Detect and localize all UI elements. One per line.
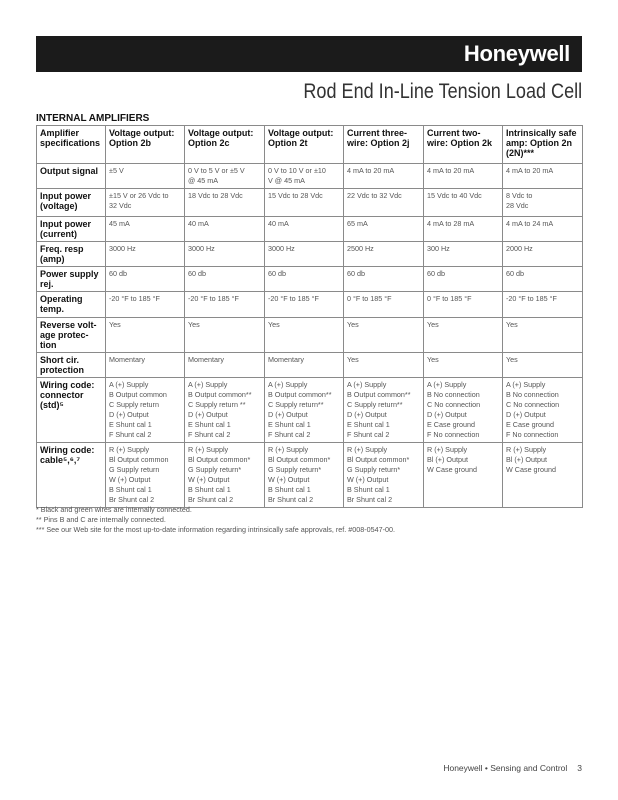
cell-line: 15 Vdc to 40 Vdc <box>427 191 482 200</box>
table-cell <box>265 378 344 443</box>
table-cell <box>424 318 503 353</box>
table-cell <box>424 217 503 242</box>
table-cell <box>185 353 265 378</box>
table-cell <box>424 353 503 378</box>
footnote: * Black and green wires are internally connected. <box>36 505 192 514</box>
table-cell <box>424 292 503 318</box>
table-cell <box>106 242 185 267</box>
cell-line: 4 mA to 24 mA <box>506 219 554 228</box>
cell-line: A (+) Supply <box>268 380 308 389</box>
column-header: Voltage output: Option 2c <box>185 126 265 164</box>
cell-line: 3000 Hz <box>109 244 136 253</box>
cell-line: C Supply return** <box>347 400 403 409</box>
cell-line: F Shunt cal 2 <box>268 430 311 439</box>
table-cell <box>265 189 344 217</box>
cell-line: R (+) Supply <box>347 445 388 454</box>
table-cell <box>185 378 265 443</box>
table-cell <box>344 292 424 318</box>
cell-line: 3000 Hz <box>188 244 215 253</box>
table-cell <box>424 267 503 292</box>
page-number: 3 <box>577 763 582 773</box>
table-cell <box>106 318 185 353</box>
table-row <box>37 292 583 318</box>
cell-line: Yes <box>347 355 359 364</box>
table-cell <box>424 242 503 267</box>
cell-line: 8 Vdc to <box>506 191 533 200</box>
table-header-row <box>37 126 583 164</box>
table-cell <box>344 443 424 508</box>
cell-line: Yes <box>506 355 518 364</box>
cell-line: 15 Vdc to 28 Vdc <box>268 191 323 200</box>
cell-line: G Supply return* <box>188 465 242 474</box>
cell-line: 0 °F to 185 °F <box>347 294 392 303</box>
cell-line: -20 °F to 185 °F <box>109 294 160 303</box>
cell-line: R (+) Supply <box>188 445 229 454</box>
cell-line: A (+) Supply <box>506 380 546 389</box>
cell-line: C No connection <box>427 400 481 409</box>
cell-line: Momentary <box>109 355 145 364</box>
table-cell <box>106 217 185 242</box>
cell-line: Momentary <box>188 355 224 364</box>
table-body <box>37 164 583 508</box>
cell-line: Br Shunt cal 2 <box>188 495 234 504</box>
cell-line: Yes <box>268 320 280 329</box>
cell-line: Bl Output common* <box>347 455 410 464</box>
cell-line: 300 Hz <box>427 244 450 253</box>
table-cell <box>344 378 424 443</box>
cell-line: Yes <box>188 320 200 329</box>
cell-line: 0 V to 5 V or ±5 V <box>188 166 245 175</box>
table-cell <box>185 242 265 267</box>
cell-line: 60 db <box>188 269 206 278</box>
table-cell <box>106 164 185 189</box>
cell-line: Momentary <box>268 355 304 364</box>
table-row <box>37 318 583 353</box>
cell-line: A (+) Supply <box>347 380 387 389</box>
cell-line: C No connection <box>506 400 560 409</box>
table-row <box>37 353 583 378</box>
table-row <box>37 443 583 508</box>
cell-line: 60 db <box>347 269 365 278</box>
cell-line: 32 Vdc <box>109 201 132 210</box>
table-cell <box>503 164 583 189</box>
cell-line: A (+) Supply <box>188 380 228 389</box>
table-cell <box>344 242 424 267</box>
table-cell <box>265 443 344 508</box>
cell-line: R (+) Supply <box>109 445 150 454</box>
cell-line: 0 °F to 185 °F <box>427 294 472 303</box>
cell-line: F Shunt cal 2 <box>109 430 152 439</box>
cell-line: R (+) Supply <box>268 445 309 454</box>
cell-line: A (+) Supply <box>109 380 149 389</box>
page-footer <box>443 763 582 773</box>
column-header: Current three-wire: Option 2j <box>344 126 424 164</box>
cell-line: W (+) Output <box>109 475 151 484</box>
table-row <box>37 189 583 217</box>
cell-line: -20 °F to 185 °F <box>188 294 239 303</box>
table-cell <box>106 292 185 318</box>
table-cell <box>265 267 344 292</box>
cell-line: 60 db <box>427 269 445 278</box>
cell-line: Yes <box>427 320 439 329</box>
table-cell <box>185 164 265 189</box>
row-label: Wiring code: cable⁵,⁶,⁷ <box>37 443 106 508</box>
table-cell <box>106 353 185 378</box>
cell-line: Br Shunt cal 2 <box>109 495 155 504</box>
cell-line: W (+) Output <box>347 475 389 484</box>
cell-line: ±5 V <box>109 166 124 175</box>
cell-line: F No connection <box>427 430 480 439</box>
cell-line: D (+) Output <box>347 410 387 419</box>
header-bar <box>36 36 582 72</box>
table-cell <box>265 318 344 353</box>
table-cell <box>344 217 424 242</box>
cell-line: Bl (+) Output <box>506 455 547 464</box>
cell-line: Yes <box>506 320 518 329</box>
cell-line: 18 Vdc to 28 Vdc <box>188 191 243 200</box>
table-cell <box>106 378 185 443</box>
table-cell <box>503 443 583 508</box>
cell-line: E Shunt cal 1 <box>268 420 311 429</box>
cell-line: C Supply return ** <box>188 400 246 409</box>
row-label: Input power (current) <box>37 217 106 242</box>
cell-line: W Case ground <box>427 465 477 474</box>
row-label: Output signal <box>37 164 106 189</box>
cell-line: 65 mA <box>347 219 368 228</box>
footnote: *** See our Web site for the most up-to-date information regarding intrinsically safe approvals, ref. #008-0547-00. <box>36 525 396 534</box>
cell-line: 40 mA <box>268 219 289 228</box>
cell-line: B Shunt cal 1 <box>268 485 311 494</box>
cell-line: R (+) Supply <box>506 445 547 454</box>
cell-line: Yes <box>109 320 121 329</box>
cell-line: V @ 45 mA <box>268 176 305 185</box>
row-label: Operating temp. <box>37 292 106 318</box>
table-cell <box>503 292 583 318</box>
table-cell <box>503 242 583 267</box>
table-cell <box>106 443 185 508</box>
cell-line: G Supply return* <box>268 465 322 474</box>
table-cell <box>344 318 424 353</box>
cell-line: Bl (+) Output <box>427 455 468 464</box>
table-cell <box>424 164 503 189</box>
table-cell <box>424 189 503 217</box>
table-row <box>37 267 583 292</box>
table-cell <box>265 242 344 267</box>
table-cell <box>185 189 265 217</box>
table-cell <box>106 267 185 292</box>
cell-line: B Output common <box>109 390 167 399</box>
cell-line: ±15 V or 26 Vdc to <box>109 191 169 200</box>
cell-line: Bl Output common* <box>188 455 251 464</box>
cell-line: 40 mA <box>188 219 209 228</box>
table-cell <box>344 353 424 378</box>
cell-line: E Shunt cal 1 <box>109 420 152 429</box>
cell-line: D (+) Output <box>506 410 546 419</box>
cell-line: 60 db <box>268 269 286 278</box>
table-cell <box>503 189 583 217</box>
table-cell <box>185 267 265 292</box>
cell-line: B Output common** <box>188 390 252 399</box>
row-label: Reverse volt-age protec-tion <box>37 318 106 353</box>
table-cell <box>503 217 583 242</box>
footnote: ** Pins B and C are internally connected. <box>36 515 166 524</box>
cell-line: E Shunt cal 1 <box>347 420 390 429</box>
table-cell <box>185 292 265 318</box>
section-title: INTERNAL AMPLIFIERS <box>36 113 150 124</box>
cell-line: C Supply return** <box>268 400 324 409</box>
column-header: Amplifier specifications <box>37 126 106 164</box>
table-cell <box>265 292 344 318</box>
cell-line: A (+) Supply <box>427 380 467 389</box>
cell-line: -20 °F to 185 °F <box>268 294 319 303</box>
document-title: Rod End In-Line Tension Load Cell <box>303 80 582 103</box>
column-header: Voltage output: Option 2b <box>106 126 185 164</box>
cell-line: Br Shunt cal 2 <box>268 495 314 504</box>
cell-line: Yes <box>347 320 359 329</box>
table-cell <box>503 378 583 443</box>
table-cell <box>344 189 424 217</box>
cell-line: -20 °F to 185 °F <box>506 294 557 303</box>
cell-line: 4 mA to 20 mA <box>427 166 475 175</box>
column-header: Current two-wire: Option 2k <box>424 126 503 164</box>
row-label: Short cir. protection <box>37 353 106 378</box>
cell-line: W Case ground <box>506 465 556 474</box>
cell-line: 22 Vdc to 32 Vdc <box>347 191 402 200</box>
cell-line: E Case ground <box>506 420 554 429</box>
cell-line: Bl Output common <box>109 455 169 464</box>
table-row <box>37 217 583 242</box>
cell-line: 2000 Hz <box>506 244 533 253</box>
cell-line: D (+) Output <box>188 410 228 419</box>
cell-line: G Supply return* <box>347 465 401 474</box>
table-cell <box>106 189 185 217</box>
table-cell <box>503 318 583 353</box>
table-cell <box>185 318 265 353</box>
cell-line: 45 mA <box>109 219 130 228</box>
cell-line: 4 mA to 20 mA <box>506 166 554 175</box>
table-cell <box>424 443 503 508</box>
table-cell <box>503 353 583 378</box>
table-cell <box>265 353 344 378</box>
spec-table <box>36 125 583 508</box>
cell-line: @ 45 mA <box>188 176 219 185</box>
cell-line: 60 db <box>109 269 127 278</box>
cell-line: D (+) Output <box>109 410 149 419</box>
cell-line: 4 mA to 20 mA <box>347 166 395 175</box>
cell-line: B Shunt cal 1 <box>109 485 152 494</box>
cell-line: Bl Output common* <box>268 455 331 464</box>
cell-line: E Case ground <box>427 420 475 429</box>
table-cell <box>344 164 424 189</box>
cell-line: D (+) Output <box>268 410 308 419</box>
table-cell <box>265 164 344 189</box>
cell-line: R (+) Supply <box>427 445 468 454</box>
cell-line: 28 Vdc <box>506 201 529 210</box>
cell-line: Br Shunt cal 2 <box>347 495 393 504</box>
cell-line: E Shunt cal 1 <box>188 420 231 429</box>
footer-text: Honeywell • Sensing and Control <box>443 763 568 773</box>
cell-line: F Shunt cal 2 <box>188 430 231 439</box>
cell-line: 0 V to 10 V or ±10 <box>268 166 326 175</box>
table-cell <box>185 217 265 242</box>
table-row <box>37 242 583 267</box>
column-header: Intrinsically safe amp: Option 2n (2N)*** <box>503 126 583 164</box>
cell-line: G Supply return <box>109 465 160 474</box>
table-cell <box>424 378 503 443</box>
table-cell <box>185 443 265 508</box>
cell-line: F Shunt cal 2 <box>347 430 390 439</box>
table-cell <box>503 267 583 292</box>
cell-line: 3000 Hz <box>268 244 295 253</box>
cell-line: W (+) Output <box>188 475 230 484</box>
cell-line: B Output common** <box>268 390 332 399</box>
row-label: Power supply rej. <box>37 267 106 292</box>
table-cell <box>265 217 344 242</box>
column-header: Voltage output: Option 2t <box>265 126 344 164</box>
brand-logo: Honeywell <box>463 41 570 66</box>
cell-line: B Shunt cal 1 <box>347 485 390 494</box>
cell-line: B No connection <box>427 390 480 399</box>
row-label: Input power (voltage) <box>37 189 106 217</box>
cell-line: F No connection <box>506 430 559 439</box>
cell-line: 2500 Hz <box>347 244 374 253</box>
cell-line: 60 db <box>506 269 524 278</box>
cell-line: 4 mA to 28 mA <box>427 219 475 228</box>
footnotes <box>36 505 395 535</box>
cell-line: Yes <box>427 355 439 364</box>
cell-line: B Shunt cal 1 <box>188 485 231 494</box>
cell-line: B Output common** <box>347 390 411 399</box>
row-label: Freq. resp (amp) <box>37 242 106 267</box>
cell-line: W (+) Output <box>268 475 310 484</box>
table-cell <box>344 267 424 292</box>
cell-line: B No connection <box>506 390 559 399</box>
table-row <box>37 164 583 189</box>
row-label: Wiring code: connector (std)⁵ <box>37 378 106 443</box>
cell-line: D (+) Output <box>427 410 467 419</box>
table-row <box>37 378 583 443</box>
cell-line: C Supply return <box>109 400 159 409</box>
